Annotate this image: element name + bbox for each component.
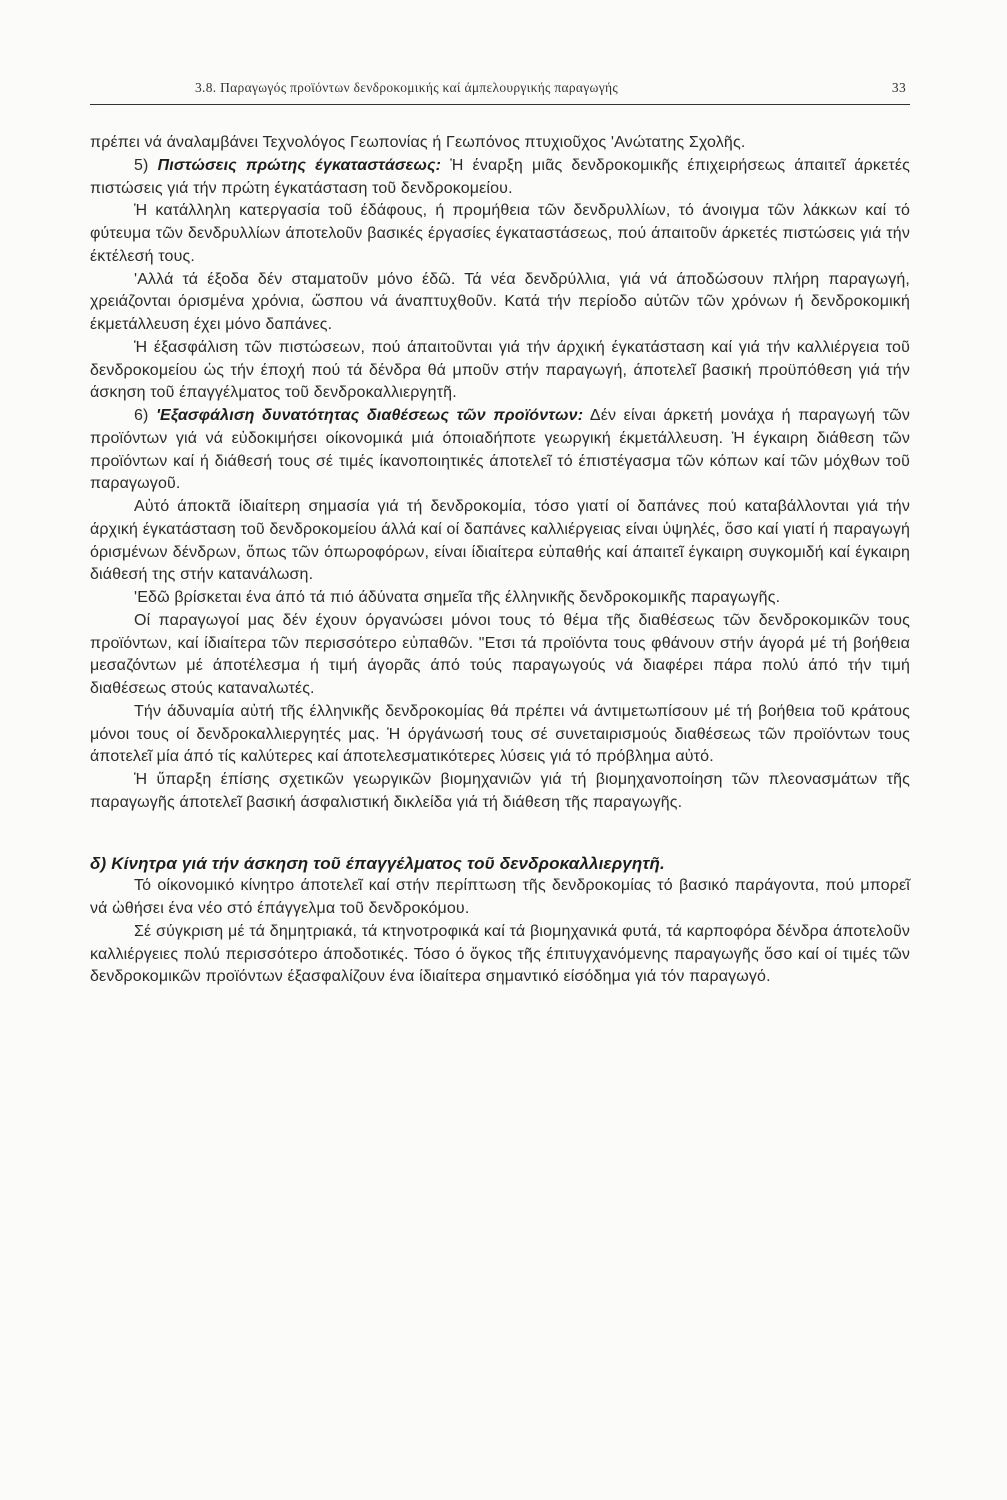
page-number: 33 — [891, 80, 906, 95]
item-6-paragraph: 6) 'Εξασφάλιση δυνατότητας διαθέσεως τῶν προϊόντων: Δέν είναι άρκετή μονάχα ή παραγωγή τῶν προϊόντων γιά νά εὐδοκιμήσει οίκονομικά μιά όποιαδήποτε γεωργική έκμετάλλευση. Ἡ έγκαιρη διάθεση τῶν προϊόντων καί ή διάθεσή τους σέ τιμές ίκανοποιητικές άποτελεῖ τό έπιστέγασμα τῶν κόπων καί τῶν μόχθων τοῦ παραγωγοῦ. — [90, 407, 910, 493]
running-header — [90, 78, 910, 105]
page-body — [90, 132, 910, 989]
paragraph: Οί παραγωγοί μας δέν έχουν όργανώσει μόνοι τους τό θέμα τῆς διαθέσεως τῶν δενδροκομικῶν τους προϊόντων, καί ίδιαίτερα τῶν περισσότερο εὐπαθῶν. "Ετσι τά προϊόντα τους φθάνουν στήν άγορά μέ τή βοήθεια μεσαζόντων μέ άποτέλεσμα ή τιμή άγορᾶς άπό τούς παραγωγούς νά διαφέρει πάρα πολύ άπό τήν τιμή διαθέσεως στούς καταναλωτές. — [90, 611, 910, 697]
paragraph-continuation: πρέπει νά άναλαμβάνει Τεχνολόγος Γεωπονίας ή Γεωπόνος πτυχιοῦχος 'Ανώτατης Σχολῆς. — [90, 134, 746, 151]
paragraph: Ἡ έξασφάλιση τῶν πιστώσεων, πού άπαιτοῦνται γιά τήν άρχική έγκατάσταση καί γιά τήν καλλιέργεια τοῦ δενδροκομείου ὡς τήν έποχή πού τά δένδρα θά μποῦν στήν παραγωγή, άποτελεῖ βασική προϋπόθεση γιά τήν άσκηση τοῦ έπαγγέλματος τοῦ δενδροκαλλιεργητῆ. — [90, 338, 910, 402]
item-heading: 'Εξασφάλιση δυνατότητας διαθέσεως τῶν προϊόντων: — [156, 407, 584, 424]
item-number: 5) — [134, 156, 149, 174]
paragraph: Τό οίκονομικό κίνητρο άποτελεῖ καί στήν περίπτωση τῆς δενδροκομίας τό βασικό παράγοντα, πού μπορεῖ νά ὠθήσει ένα νέο στό έπάγγελμα τοῦ δενδροκόμου. — [90, 877, 910, 917]
item-number: 6) — [134, 407, 149, 424]
header-title: 3.8. Παραγωγός προϊόντων δενδροκομικής καί άμπελουργικής παραγωγής — [195, 80, 618, 95]
section-heading: δ) Κίνητρα γιά τήν άσκηση τοῦ έπαγγέλματος τοῦ δενδροκαλλιεργητῆ. — [90, 853, 665, 873]
paragraph: 'Αλλά τά έξοδα δέν σταματοῦν μόνο έδῶ. Τά νέα δενδρύλλια, γιά νά άποδώσουν πλήρη παραγωγή, χρειάζονται όρισμένα χρόνια, ὥσπου νά άναπτυχθοῦν. Κατά τήν περίοδο αὐτῶν τῶν χρόνων ή δενδροκομική έκμετάλλευση έχει μόνο δαπάνες. — [90, 270, 910, 333]
section-spacer — [90, 815, 910, 853]
item-heading: Πιστώσεις πρώτης έγκαταστάσεως: — [157, 156, 442, 174]
paragraph: Αὐτό άποκτᾶ ίδιαίτερη σημασία γιά τή δενδροκομία, τόσο γιατί οί δαπάνες πού καταβάλλονται γιά τήν άρχική έγκατάσταση τοῦ δενδροκομείου άλλά καί οί δαπάνες καλλιέργειας είναι ὑψηλές, ὅσο καί γιατί ή παραγωγή όρισμένων δένδρων, ὅπως τῶν όπωροφόρων, είναι ίδιαίτερα εὐπαθής καί άπαιτεῖ έγκαιρη συγκομιδή καί έγκαιρη διάθεσή της στήν κατανάλωση. — [90, 498, 910, 584]
paragraph: Ἡ ὕπαρξη έπίσης σχετικῶν γεωργικῶν βιομηχανιῶν γιά τή βιομηχανοποίηση τῶν πλεονασμάτων τῆς παραγωγῆς άποτελεῖ βασική άσφαλιστική δικλείδα γιά τή διάθεση τῆς παραγωγῆς. — [90, 771, 910, 811]
paragraph: Τήν άδυναμία αὐτή τῆς έλληνικῆς δενδροκομίας θά πρέπει νά άντιμετωπίσουν μέ τή βοήθεια τοῦ κράτους μόνοι τους οί δενδροκαλλιεργητές μας. Ἡ όργάνωσή τους σέ συνεταιρισμούς διαθέσεως τῶν προϊόντων τους άποτελεῖ μία άπό τίς καλύτερες καί άποτελεσματικότερες λύσεις γιά τό πρόβλημα αὐτό. — [90, 702, 910, 766]
item-5-paragraph: 5) Πιστώσεις πρώτης έγκαταστάσεως: Ἡ έναρξη μιᾶς δενδροκομικῆς έπιχειρήσεως άπαιτεῖ άρκετές πιστώσεις γιά τήν πρώτη έγκατάσταση τοῦ δενδροκομείου. — [90, 156, 910, 197]
paragraph: 'Εδῶ βρίσκεται ένα άπό τά πιό άδύνατα σημεῖα τῆς έλληνικῆς δενδροκομικῆς παραγωγῆς. — [134, 589, 781, 606]
paragraph: Ἡ κατάλληλη κατεργασία τοῦ έδάφους, ή προμήθεια τῶν δενδρυλλίων, τό άνοιγμα τῶν λάκκων καί τό φύτευμα τῶν δενδρυλλίων άποτελοῦν βασικές έργασίες έγκαταστάσεως, πού άπαιτοῦν άρκετές πιστώσεις γιά τήν έκτέλεσή τους. — [90, 202, 910, 265]
paragraph: Σέ σύγκριση μέ τά δημητριακά, τά κτηνοτροφικά καί τά βιομηχανικά φυτά, τά καρποφόρα δένδρα άποτελοῦν καλλιέργειες πολύ περισσότερο άποδοτικές. Τόσο ό ὄγκος τῆς έπιτυγχανόμενης παραγωγῆς ὅσο καί οί τιμές τῶν δενδροκομικῶν προϊόντων έξασφαλίζουν ένα ίδιαίτερα σημαντικό είσόδημα γιά τόν παραγωγό. — [90, 922, 910, 986]
